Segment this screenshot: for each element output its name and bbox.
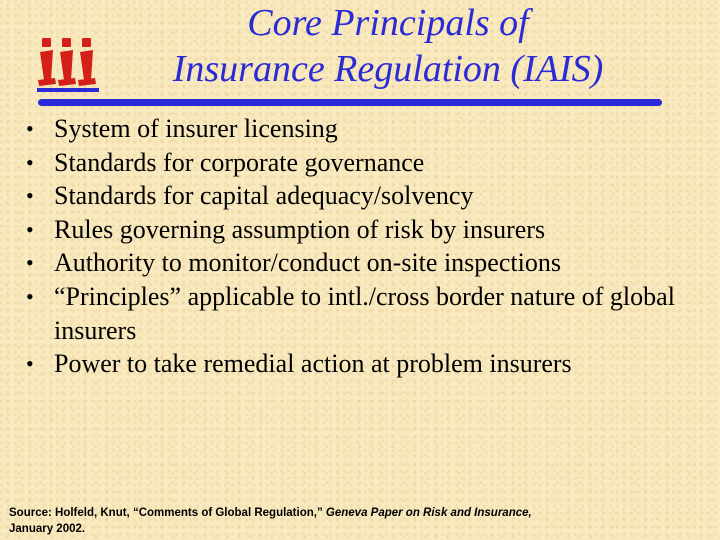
bullet-text: Power to take remedial action at problem insurers: [54, 349, 572, 379]
list-item: [22, 112, 712, 146]
list-item: [22, 146, 712, 180]
list-item: [22, 213, 712, 247]
bullet-icon: •: [26, 116, 34, 141]
list-item: [22, 246, 712, 280]
bullet-icon: •: [26, 351, 34, 377]
list-item: [22, 347, 712, 381]
title-line-1: Core Principals of: [247, 2, 529, 44]
bullet-list: [22, 112, 712, 381]
bullet-icon: •: [26, 183, 34, 209]
iii-logo: [36, 34, 102, 94]
title-divider: [38, 99, 662, 106]
source-citation: [9, 505, 709, 537]
bullet-icon: •: [26, 216, 34, 242]
bullet-icon: •: [26, 149, 34, 175]
source-prefix: Source: Holfeld, Knut, “Comments of Global Regulation,”: [9, 507, 326, 519]
bullet-text: Rules governing assumption of risk by insurers: [54, 214, 546, 244]
slide-title: [108, 0, 668, 92]
list-item: [22, 179, 712, 213]
bullet-text: Authority to monitor/conduct on-site inspections: [54, 248, 561, 278]
bullet-text: Standards for capital adequacy/solvency: [54, 181, 474, 211]
bullet-text: Standards for corporate governance: [54, 147, 425, 177]
bullet-icon: •: [26, 283, 34, 309]
title-line-2: Insurance Regulation (IAIS): [172, 48, 604, 90]
bullet-icon: •: [26, 250, 34, 276]
bullet-text: System of insurer licensing: [54, 114, 338, 143]
source-publication: Geneva Paper on Risk and Insurance,: [325, 507, 532, 519]
source-date: January 2002.: [9, 523, 86, 535]
list-item: [22, 280, 712, 347]
bullet-text: “Principles” applicable to intl./cross border nature of global insurers: [54, 281, 675, 345]
